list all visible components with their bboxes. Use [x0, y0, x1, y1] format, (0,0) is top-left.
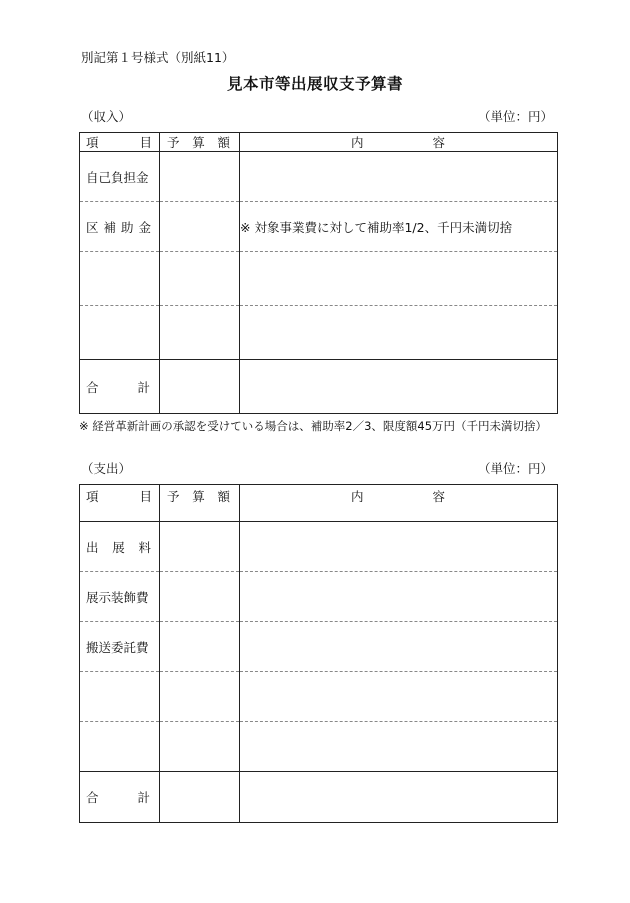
- budget-cell[interactable]: [160, 722, 240, 772]
- expense-table-header: [80, 485, 558, 522]
- income-unit-label: （単位：円）: [477, 109, 553, 124]
- content-cell[interactable]: [240, 722, 558, 772]
- total-budget-cell[interactable]: [160, 360, 240, 414]
- table-row: [80, 522, 558, 572]
- header-item: 項 目: [80, 485, 160, 522]
- table-row: [80, 572, 558, 622]
- total-content-cell[interactable]: [240, 360, 558, 414]
- table-row: [80, 252, 558, 306]
- item-cell: 展示装飾費: [80, 572, 160, 622]
- table-row: [80, 202, 558, 252]
- item-cell: [80, 306, 160, 360]
- content-cell[interactable]: [240, 622, 558, 672]
- budget-cell[interactable]: [160, 522, 240, 572]
- expense-section-label: （支出）: [81, 461, 132, 476]
- income-section-label: （収入）: [81, 109, 132, 124]
- total-label: 合 計: [80, 360, 160, 414]
- item-cell: [80, 672, 160, 722]
- form-code: 別記第１号様式（別紙11）: [81, 50, 235, 65]
- budget-cell[interactable]: [160, 252, 240, 306]
- income-total-row: [80, 360, 558, 414]
- item-cell: 自己負担金: [80, 152, 160, 202]
- budget-cell[interactable]: [160, 622, 240, 672]
- table-row: [80, 152, 558, 202]
- budget-cell[interactable]: [160, 152, 240, 202]
- table-row: [80, 672, 558, 722]
- header-budget: 予 算 額: [160, 133, 240, 152]
- expense-total-row: [80, 772, 558, 823]
- budget-cell[interactable]: [160, 572, 240, 622]
- content-cell[interactable]: [240, 672, 558, 722]
- item-cell: 搬送委託費: [80, 622, 160, 672]
- content-cell[interactable]: ※ 対象事業費に対して補助率1/2、千円未満切捨: [240, 202, 558, 252]
- table-row: [80, 722, 558, 772]
- income-table-header: [80, 133, 558, 152]
- header-item: 項 目: [80, 133, 160, 152]
- item-cell: [80, 252, 160, 306]
- subsidy-note: ※ 経営革新計画の承認を受けている場合は、補助率2／3、限度額45万円（千円未満切捨）: [79, 419, 548, 433]
- expense-table: [79, 484, 558, 823]
- item-cell: 区 補 助 金: [80, 202, 160, 252]
- header-content: 内 容: [240, 133, 558, 152]
- content-cell[interactable]: [240, 306, 558, 360]
- item-cell: 出 展 料: [80, 522, 160, 572]
- item-cell: [80, 722, 160, 772]
- income-table: [79, 132, 558, 414]
- budget-cell[interactable]: [160, 672, 240, 722]
- content-cell[interactable]: [240, 572, 558, 622]
- total-budget-cell[interactable]: [160, 772, 240, 823]
- header-budget: 予 算 額: [160, 485, 240, 522]
- table-row: [80, 306, 558, 360]
- content-cell[interactable]: [240, 152, 558, 202]
- total-label: 合 計: [80, 772, 160, 823]
- budget-cell[interactable]: [160, 202, 240, 252]
- budget-cell[interactable]: [160, 306, 240, 360]
- content-cell[interactable]: [240, 252, 558, 306]
- table-row: [80, 622, 558, 672]
- expense-unit-label: （単位：円）: [477, 461, 553, 476]
- header-content: 内 容: [240, 485, 558, 522]
- total-content-cell[interactable]: [240, 772, 558, 823]
- document-title: 見本市等出展収支予算書: [226, 75, 403, 93]
- content-cell[interactable]: [240, 522, 558, 572]
